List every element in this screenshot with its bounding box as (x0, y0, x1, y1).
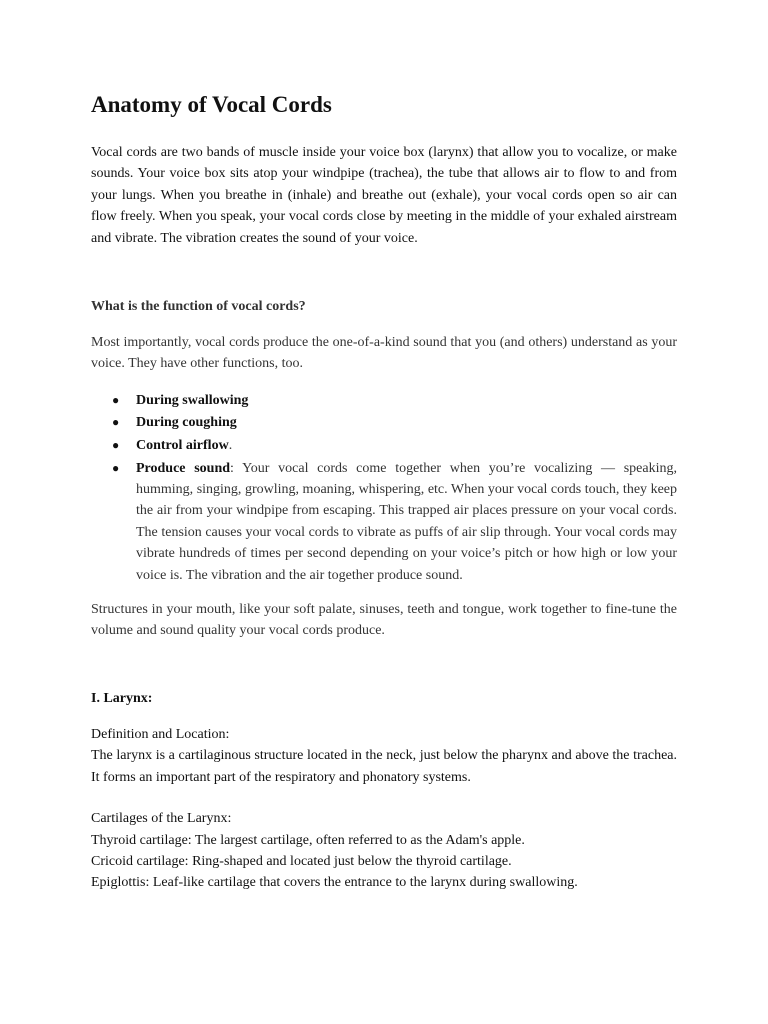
definition-label: Definition and Location: (91, 726, 230, 742)
list-item (112, 458, 677, 586)
list-item (112, 412, 677, 433)
definition-text: The larynx is a cartilaginous structure located in the neck, just below the pharynx and above the trachea. It forms an important part of the respiratory and phonatory systems. (91, 748, 677, 785)
intro-paragraph: Vocal cords are two bands of muscle inside your voice box (larynx) that allow you to vocalize, or make sounds. Your voice box sits atop your windpipe (trachea), the tube that allows air to flow to and from your lungs. When you breathe in (inhale) and breathe out (exhale), your vocal cords open so air can flow freely. When you speak, your vocal cords close by meeting in the middle of your exhaled airstream and vibrate. The vibration creates the sound of your voice. (91, 145, 677, 246)
page-title: Anatomy of Vocal Cords (91, 92, 332, 117)
list-item-suffix: : (230, 460, 234, 476)
larynx-heading: I. Larynx: (91, 690, 153, 706)
definition-block (91, 724, 677, 788)
cartilages-label: Cartilages of the Larynx: (91, 811, 232, 827)
cartilage-item: Epiglottis: Leaf-like cartilage that covers the entrance to the larynx during swallowing. (91, 875, 578, 891)
list-item-suffix: . (228, 438, 233, 454)
cartilage-item: Cricoid cartilage: Ring-shaped and located just below the thyroid cartilage. (91, 853, 512, 869)
list-item (112, 435, 677, 456)
list-item-title: Produce sound (136, 460, 231, 476)
bullet-icon: ● (112, 415, 120, 430)
list-item-title: During coughing (136, 415, 237, 431)
function-heading: What is the function of vocal cords? (91, 299, 306, 315)
list-item-title: Control airflow (136, 438, 229, 454)
cartilages-block (91, 808, 677, 894)
structures-paragraph: Structures in your mouth, like your soft palate, sinuses, teeth and tongue, work together to fine-tune the volume and sound quality your vocal cords produce. (91, 602, 677, 639)
list-item-text: Your vocal cords come together when you’re vocalizing — speaking, humming, singing, growling, moaning, whispering, etc. When your vocal cords touch, they keep the air from your windpipe from escaping. This trapped air places pressure on your vocal cords. The tension causes your vocal cords to vibrate as puffs of air slip through. Your vocal cords may vibrate hundreds of times per second depending on your voice’s pitch or how high or low your voice is. The vibration and the air together produce sound. (136, 460, 677, 583)
bullet-icon: ● (112, 392, 120, 407)
bullet-icon: ● (112, 438, 120, 453)
cartilage-item: Thyroid cartilage: The largest cartilage, often referred to as the Adam's apple. (91, 832, 525, 848)
bullet-icon: ● (112, 460, 120, 475)
list-item-title: During swallowing (136, 392, 249, 408)
list-item (112, 390, 677, 411)
function-list (91, 390, 677, 586)
function-intro-paragraph: Most importantly, vocal cords produce the one-of-a-kind sound that you (and others) understand as your voice. They have other functions, too. (91, 335, 677, 372)
